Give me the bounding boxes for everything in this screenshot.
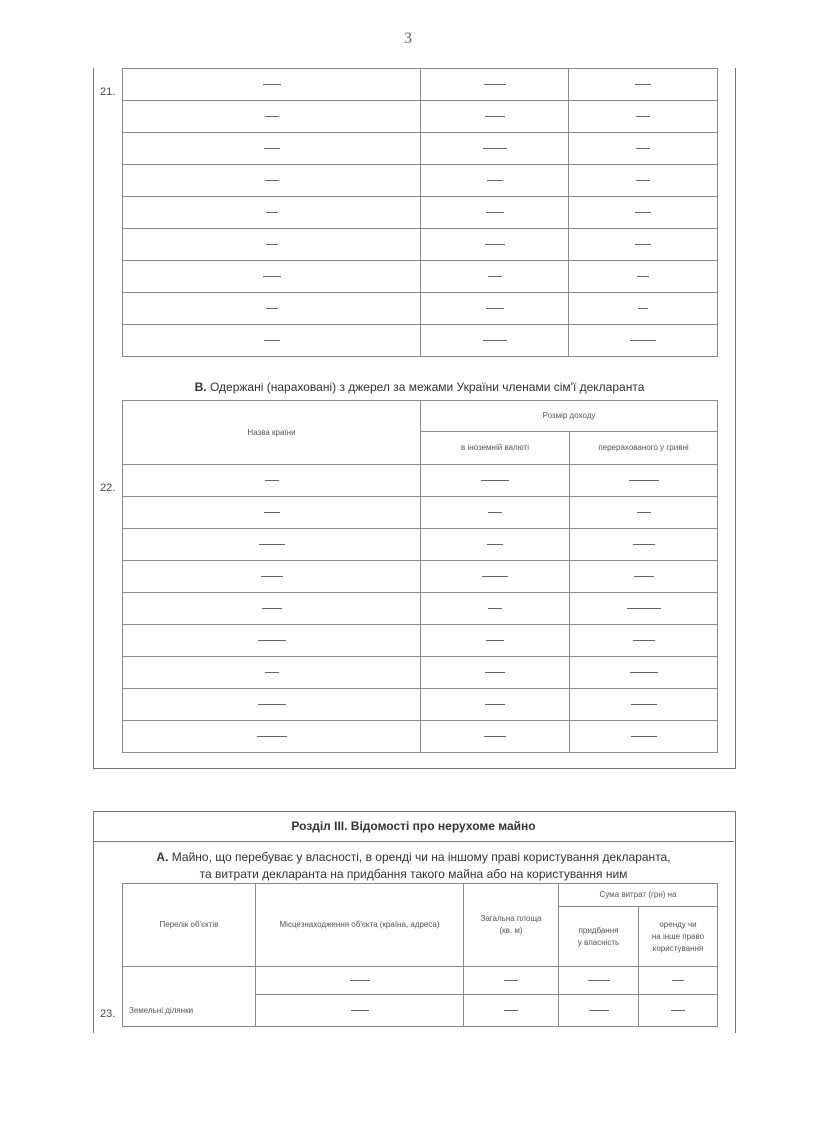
table-22-body [123, 465, 718, 753]
table-row [123, 325, 718, 357]
table-row [123, 165, 718, 197]
row-number-21: 21. [100, 86, 116, 98]
table-row [123, 497, 718, 529]
table-21-body [123, 69, 718, 357]
col-purchase-line1: придбання [578, 925, 619, 935]
table-row [123, 197, 718, 229]
col-area-header [464, 884, 559, 967]
table-21 [122, 68, 718, 357]
table-23 [122, 883, 718, 1027]
section-v-title [122, 380, 717, 394]
table-row [123, 101, 718, 133]
table-row [123, 561, 718, 593]
land-plots-label: Земельні ділянки [123, 995, 256, 1027]
table-23-head [123, 884, 718, 967]
section-3-title-box [93, 811, 734, 842]
col-list-header: Перелік об'єктів [123, 884, 256, 967]
col-rent-header [639, 907, 718, 967]
table-row [123, 625, 718, 657]
col-rent-line1: оренду чи [659, 919, 697, 929]
table-row [123, 465, 718, 497]
section-3-subtitle [93, 849, 734, 883]
section-3-title: Розділ ІІІ. Відомості про нерухоме майно [291, 819, 536, 833]
section-3a-line1: Майно, що перебуває у власності, в оренді чи на іншому праві користування декларанта, [171, 850, 671, 864]
section-3a-line2: та витрати декларанта на придбання такого майна або на користування ним [199, 867, 628, 881]
table-row [123, 995, 718, 1027]
col-country-header: Назва країни [123, 401, 421, 465]
section-v-title-text: Одержані (нараховані) з джерел за межами України членами сім'ї декларанта [209, 380, 645, 394]
table-row [123, 657, 718, 689]
page-number: 3 [404, 30, 412, 47]
row-number-22: 22. [100, 482, 116, 494]
table-row [123, 69, 718, 101]
table-row [123, 721, 718, 753]
table-22-head [123, 401, 718, 465]
table-row [123, 689, 718, 721]
col-area-line1: Загальна площа [480, 914, 542, 923]
table-row [123, 293, 718, 325]
section-v-letter: В. [194, 380, 207, 394]
col-income-header: Розмір доходу [421, 401, 718, 432]
table-row [123, 261, 718, 293]
col-rent-line3: користування [652, 943, 704, 953]
col-location-header: Місцезнаходження об'єкта (країна, адреса) [256, 884, 464, 967]
col-foreign-header: в іноземній валюті [421, 432, 570, 465]
col-rent-line2: на інше право [651, 931, 705, 941]
section-3a-letter: А. [156, 850, 169, 864]
col-purchase-line2: у власність [577, 937, 620, 947]
table-row [123, 229, 718, 261]
table-22 [122, 400, 718, 753]
col-expenses-header: Сума витрат (грн) на [559, 884, 718, 907]
table-row [123, 593, 718, 625]
table-row [123, 967, 718, 995]
row-number-23: 23. [100, 1008, 116, 1020]
col-area-line2: (кв. м) [499, 926, 523, 935]
table-row [123, 529, 718, 561]
col-purchase-header [559, 907, 639, 967]
table-row [123, 133, 718, 165]
header-row [123, 884, 718, 907]
header-row [123, 401, 718, 432]
col-uah-header: перерахованого у гривні [570, 432, 718, 465]
table-23-body [123, 967, 718, 1027]
